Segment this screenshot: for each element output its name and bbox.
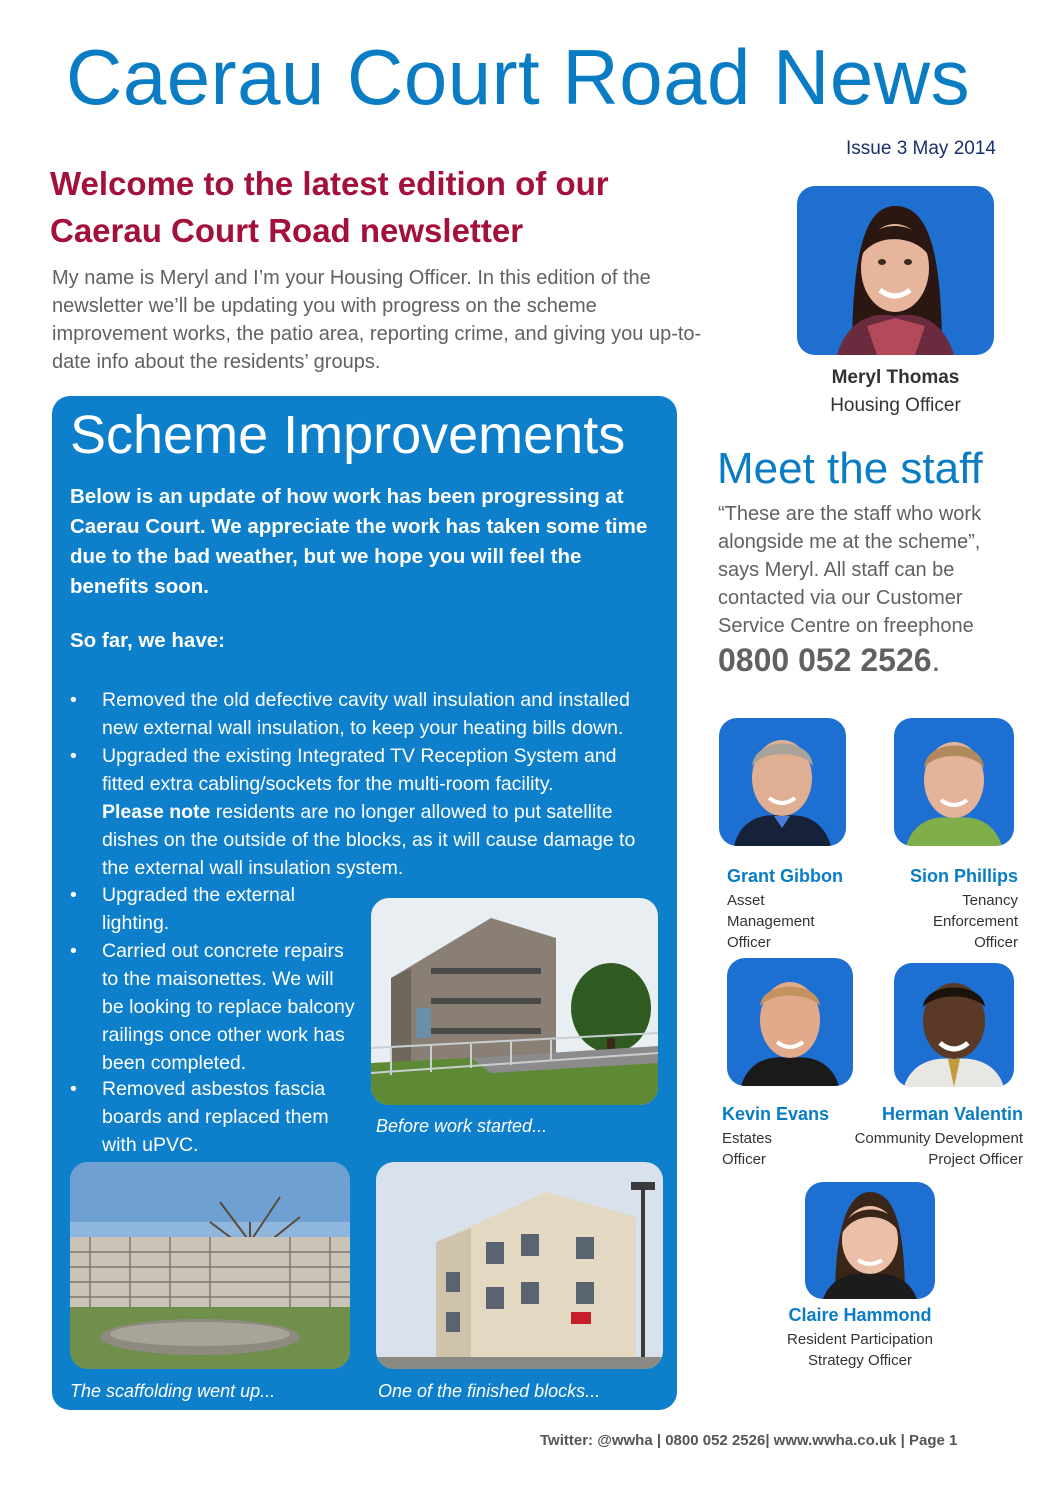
staff-name: Grant Gibbon (727, 866, 843, 886)
page-footer: Twitter: @wwha | 0800 052 2526| www.wwha.co.uk | Page 1 (540, 1432, 958, 1449)
bullet-symbol: • (70, 1078, 77, 1100)
role-line: Estates (722, 1130, 773, 1147)
freephone-suffix: . (931, 642, 941, 678)
staff-role (727, 890, 815, 953)
role-line: Asset (727, 892, 765, 909)
bullet-symbol: • (70, 745, 77, 767)
bullet-symbol: • (70, 884, 77, 906)
bullet-text: Removed asbestos fascia boards and replaced them with uPVC. (102, 1078, 329, 1156)
scheme-bullet (70, 1075, 360, 1159)
bullet-symbol: • (70, 689, 77, 711)
bullet-text: Carried out concrete repairs to the maisonettes. We will be looking to replace balcony railings once other work has been completed. (102, 940, 355, 1074)
staff-role (933, 890, 1018, 953)
bullet-text: Removed the old defective cavity wall insulation and installed new external wall insulation, to keep your heating bills down. (102, 689, 630, 739)
staff-photo-herman-valentin (894, 963, 1014, 1087)
role-line: Project Officer (928, 1151, 1023, 1168)
role-line: Resident Participation (787, 1331, 933, 1348)
welcome-heading: Welcome to the latest edition of our Caerau Court Road newsletter (50, 165, 609, 249)
housing-officer-role: Housing Officer (830, 395, 961, 416)
role-line: Strategy Officer (808, 1352, 912, 1369)
housing-officer-name: Meryl Thomas (831, 367, 960, 388)
freephone-value: 0800 052 2526 (718, 642, 932, 678)
staff-photo-claire-hammond (805, 1182, 935, 1299)
finished-block-photo (376, 1162, 663, 1369)
scheme-lead: Below is an update of how work has been progressing at Caerau Court. We appreciate the work has taken some time due to the bad weather, but we hope you will feel the benefits soon. (70, 485, 648, 598)
note-text: residents are no longer allowed to put satellite dishes on the outside of the blocks, as it will cause damage to the external wall insulation system. (102, 801, 636, 879)
staff-photo-kevin-evans (727, 958, 853, 1086)
housing-officer-photo (797, 186, 994, 355)
scheme-bullet (70, 686, 660, 742)
bullet-text: Upgraded the existing Integrated TV Reception System and fitted extra cabling/sockets for the multi-room facility. (102, 745, 617, 795)
bullet-text: Upgraded the external lighting. (102, 884, 295, 934)
caption-before: Before work started... (376, 1116, 548, 1136)
caption-scaffolding: The scaffolding went up... (70, 1381, 276, 1401)
staff-name: Sion Phillips (909, 866, 1018, 886)
staff-role (722, 1128, 772, 1170)
before-work-photo (371, 898, 658, 1105)
scheme-so-far: So far, we have: (70, 629, 225, 652)
staff-name: Kevin Evans (722, 1104, 830, 1124)
intro-paragraph: My name is Meryl and I’m your Housing Officer. In this edition of the newsletter we’ll be updating you with progress on the scheme improvement works, the patio area, reporting crime, and giving you up-to-date info about the residents’ groups. (52, 267, 702, 373)
issue-date: Issue 3 May 2014 (846, 138, 996, 159)
meet-staff-heading: Meet the staff (717, 444, 983, 493)
staff-role (855, 1128, 1023, 1170)
role-line: Officer (722, 1151, 766, 1168)
staff-role (760, 1329, 960, 1371)
role-line: Officer (727, 934, 771, 951)
scheme-bullet (70, 937, 360, 1077)
bullet-text-group (102, 742, 660, 882)
staff-photo-grant-gibbon (719, 718, 846, 846)
staff-name: Claire Hammond (788, 1305, 932, 1325)
freephone-number (718, 642, 940, 679)
staff-name: Herman Valentin (881, 1104, 1023, 1124)
bullet-symbol: • (70, 940, 77, 962)
caption-finished: One of the finished blocks... (378, 1381, 601, 1401)
scheme-title: Scheme Improvements (70, 405, 626, 465)
scheme-bullet (70, 881, 360, 937)
role-line: Community Development (854, 1130, 1023, 1147)
scaffolding-photo (70, 1162, 350, 1369)
note-bold: Please note (102, 801, 211, 823)
scheme-bullet (70, 742, 660, 882)
meet-staff-quote: “These are the staff who work alongside me at the scheme”, says Meryl. All staff can be contacted via our Customer Service Centre on freephone (718, 503, 982, 637)
masthead-title: Caerau Court Road News (66, 33, 971, 121)
staff-photo-sion-phillips (894, 718, 1014, 846)
role-line: Management (727, 913, 815, 930)
role-line: Officer (974, 934, 1018, 951)
role-line: Enforcement (932, 913, 1018, 930)
role-line: Tenancy (962, 892, 1018, 909)
